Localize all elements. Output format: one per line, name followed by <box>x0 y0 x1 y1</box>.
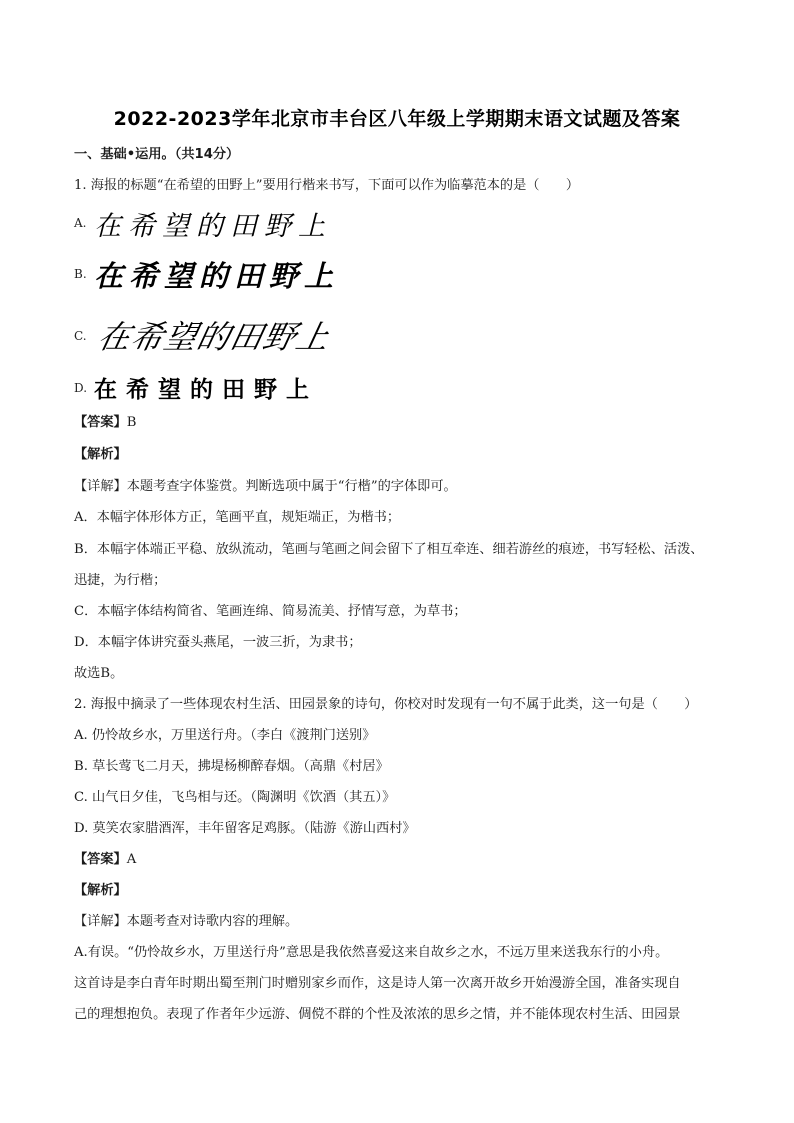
option-d-calligraphy: 在希望的田野上 <box>94 377 318 403</box>
option-b-calligraphy: 在希望的田野上 <box>94 259 340 293</box>
explain-a: A．本幅字体形体方正，笔画平直，规矩端正，为楷书； <box>74 510 401 525</box>
option-c-letter: C. <box>74 329 87 343</box>
conclusion-1: 故选B。 <box>74 666 124 681</box>
analysis-tag-1: 【解析】 <box>74 447 127 462</box>
q2-option-c: C. 山气日夕佳，飞鸟相与还。（陶渊明《饮酒（其五）》 <box>74 790 396 805</box>
answer-2 <box>74 851 734 869</box>
explain-2-line-3: 己的理想抱负。表现了作者年少远游、倜傥不群的个性及浓浓的思乡之情，并不能体现农村生活、田园景 <box>74 1007 681 1022</box>
answer-value: B <box>126 415 137 430</box>
answer-tag: 【答案】 <box>74 852 127 867</box>
analysis-tag-2: 【解析】 <box>74 883 127 898</box>
answer-tag: 【答案】 <box>74 415 127 430</box>
q2-option-d: D. 莫笑农家腊酒浑，丰年留客足鸡豚。（陆游《游山西村》 <box>74 821 416 836</box>
q2-option-a: A. 仍怜故乡水，万里送行舟。（李白《渡荆门送别》 <box>74 728 376 743</box>
detail-2: 【详解】本题考查对诗歌内容的理解。 <box>74 914 299 929</box>
option-c-calligraphy: 在希望的田野上 <box>94 318 334 356</box>
page-title: 2022-2023学年北京市丰台区八年级上学期期末语文试题及答案 <box>113 108 681 130</box>
answer-value: A <box>126 852 137 867</box>
section-heading: 一、基础•运用。（共14分） <box>74 147 240 162</box>
explain-2-line-1: A.有误。“仍怜故乡水，万里送行舟”意思是我依然喜爱这来自故乡之水，不远万里来送我东行的小舟。 <box>74 945 669 960</box>
explain-b-1: B．本幅字体端正平稳、放纵流动，笔画与笔画之间会留下了相互牵连、细若游丝的痕迹，书写轻松、活泼、 <box>74 542 704 557</box>
explain-d: D．本幅字体讲究蚕头燕尾，一波三折，为隶书； <box>74 635 362 650</box>
explain-2-line-2: 这首诗是李白青年时期出蜀至荆门时赠别家乡而作，这是诗人第一次离开故乡开始漫游全国，准备实现自 <box>74 976 681 991</box>
option-d-letter: D. <box>74 381 88 395</box>
option-b-letter: B. <box>74 267 87 281</box>
explain-c: C．本幅字体结构简省、笔画连绵、简易流美、抒情写意，为草书； <box>74 604 467 619</box>
answer-1 <box>74 414 734 432</box>
option-a-letter: A. <box>74 216 87 230</box>
question-1-stem: 1. 海报的标题“在希望的田野上”要用行楷来书写，下面可以作为临摹范本的是（ ） <box>74 178 580 193</box>
detail-1: 【详解】本题考查字体鉴赏。判断选项中属于“行楷”的字体即可。 <box>74 479 457 494</box>
q2-option-b: B. 草长莺飞二月天，拂堤杨柳醉春烟。（高鼎《村居》 <box>74 759 389 774</box>
explain-b-2: 迅捷，为行楷； <box>74 573 167 588</box>
option-a-calligraphy: 在希望的田野上 <box>94 211 332 242</box>
question-2-stem: 2. 海报中摘录了一些体现农村生活、田园景象的诗句，你校对时发现有一句不属于此类，这一句是（ ） <box>74 697 698 712</box>
